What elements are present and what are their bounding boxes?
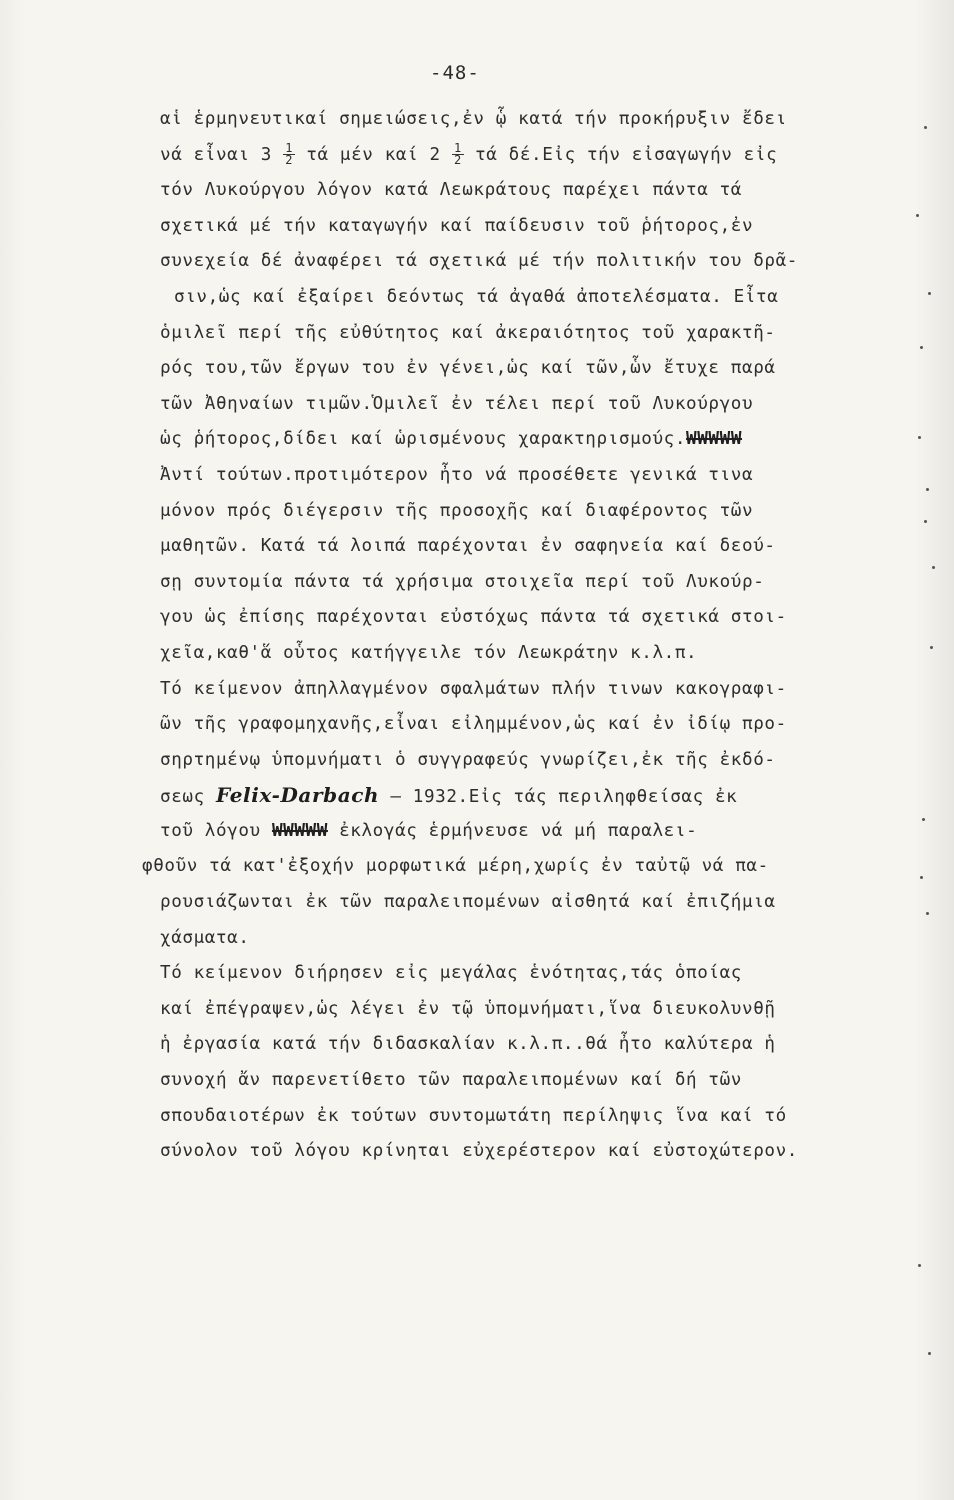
- text-line: αἱ ἑρμηνευτικαί σημειώσεις,ἐν ᾧ κατά τήν προκήρυξιν ἔδει: [160, 109, 787, 129]
- speck: [930, 646, 933, 649]
- text-line: σηρτημένῳ ὑπομνήματι ὁ συγγραφεύς γνωρίζει,ἐκ τῆς ἐκδό-: [160, 749, 776, 770]
- margin-specks: [906, 0, 946, 1500]
- text-line: Ἀντί τούτων.προτιμότερον ἦτο νά προσέθετε γενικά τινα: [160, 464, 754, 485]
- text-fragment: ὡς ῥήτορος,δίδει καί ὡρισμένους χαρακτηρισμούς.: [160, 429, 687, 450]
- text-line: ῶν τῆς γραφομηχανῆς,εἶναι εἰλημμένον,ὡς καί ἐν ἰδίῳ προ-: [160, 714, 787, 735]
- text-fragment: σεως: [160, 787, 205, 808]
- text-line: ρουσιάζωνται ἐκ τῶν παραλειπομένων αἰσθητά καί ἐπιζήμια: [160, 892, 776, 913]
- text-line: τόν Λυκούργου λόγον κατά Λεωκράτους παρέχει πάντα τά: [160, 180, 743, 201]
- text-fragment: τά μέν καί 2: [306, 144, 441, 165]
- text-line: σπουδαιοτέρων ἐκ τούτων συντομωτάτη περίληψις ἵνα καί τό: [160, 1105, 787, 1126]
- speck: [928, 1352, 931, 1355]
- text-line: χάσματα.: [160, 927, 250, 948]
- typed-body-text: [142, 102, 912, 1170]
- text-line: συνεχεία δέ ἀναφέρει τά σχετικά μέ τήν πολιτικήν του δρᾶ-: [160, 251, 798, 272]
- struck-out-text: WWWWW: [271, 820, 328, 841]
- text-line: γου ὡς ἐπίσης παρέχονται εὐστόχως πάντα τά σχετικά στοι-: [160, 607, 787, 628]
- text-line: καί ἐπέγραψεν,ὡς λέγει ἐν τῷ ὑπομνήματι,ἵνα διευκολυνθῇ: [160, 998, 776, 1019]
- text-fragment: ἐκλογάς ἑρμήνευσε νά μή παραλει-: [339, 820, 698, 841]
- text-line: φθοῦν τά κατ'ἐξοχήν μορφωτικά μέρη,χωρίς ἐν ταὐτῷ νά πα-: [142, 856, 769, 877]
- text-line: σιν,ὡς καί ἐξαίρει δεόντως τά ἀγαθά ἀποτελέσματα. Εἶτα: [174, 286, 779, 307]
- handwritten-name: Felix-Darbach: [215, 783, 380, 808]
- speck: [926, 488, 929, 491]
- text-line: σχετικά μέ τήν καταγωγήν καί παίδευσιν τοῦ ῥήτορος,ἐν: [160, 215, 754, 236]
- fraction-half: $\frac{1}{2}$: [452, 143, 464, 166]
- text-line-fractions: [160, 138, 912, 174]
- text-line: τῶν Ἀθηναίων τιμῶν.Ὁμιλεῖ ἐν τέλει περί τοῦ Λυκούργου: [160, 393, 754, 414]
- text-line: συνοχή ἄν παρενετίθετο τῶν παραλειπομένων καί δή τῶν: [160, 1070, 743, 1091]
- speck: [926, 912, 929, 915]
- speck: [924, 126, 927, 129]
- speck: [924, 520, 927, 523]
- text-line: σῃ συντομία πάντα τά χρήσιμα στοιχεῖα περί τοῦ Λυκούρ-: [160, 571, 765, 592]
- page-number: -48-: [430, 62, 480, 84]
- text-line: μόνον πρός διέγερσιν τῆς προσοχῆς καί διαφέροντος τῶν: [160, 500, 754, 521]
- text-line-with-handwriting: [160, 778, 912, 814]
- text-line: ὁμιλεῖ περί τῆς εὐθύτητος καί ἀκεραιότητος τοῦ χαρακτῆ-: [160, 322, 776, 343]
- text-fragment: τά δέ.Εἰς τήν εἰσαγωγήν εἰς: [475, 144, 778, 165]
- speck: [928, 292, 931, 295]
- text-line-with-strikeout: [160, 814, 912, 850]
- speck: [920, 346, 923, 349]
- text-line: μαθητῶν. Κατά τά λοιπά παρέχονται ἐν σαφηνεία καί δεού-: [160, 536, 776, 557]
- speck: [920, 876, 923, 879]
- text-line: σύνολον τοῦ λόγου κρίνηται εὐχερέστερον καί εὐστοχώτερον.: [160, 1141, 798, 1162]
- speck: [922, 818, 925, 821]
- speck: [918, 1264, 921, 1267]
- text-fragment: — 1932.Εἰς τάς περιληφθείσας ἐκ: [390, 787, 738, 808]
- speck: [918, 436, 921, 439]
- fraction-half: $\frac{1}{2}$: [283, 143, 295, 166]
- text-fragment: νά εἶναι 3: [160, 144, 272, 165]
- struck-out-text: WWWWW: [686, 429, 743, 450]
- text-line: χεῖα,καθ'ἅ οὗτος κατήγγειλε τόν Λεωκράτην κ.λ.π.: [160, 642, 698, 663]
- text-line: ἡ ἐργασία κατά τήν διδασκαλίαν κ.λ.π..θά ἦτο καλύτερα ἡ: [160, 1034, 776, 1055]
- speck: [916, 214, 919, 217]
- text-line: ρός του,τῶν ἔργων του ἐν γένει,ὡς καί τῶν,ὧν ἔτυχε παρά: [160, 358, 776, 379]
- text-line: Τό κείμενον διήρησεν εἰς μεγάλας ἑνότητας,τάς ὁποίας: [160, 963, 743, 984]
- text-line-with-strikeout: [160, 422, 912, 458]
- speck: [932, 566, 935, 569]
- text-fragment: τοῦ λόγου: [160, 820, 261, 841]
- text-line: Τό κείμενον ἀπηλλαγμένον σφαλμάτων πλήν τινων κακογραφι-: [160, 678, 787, 699]
